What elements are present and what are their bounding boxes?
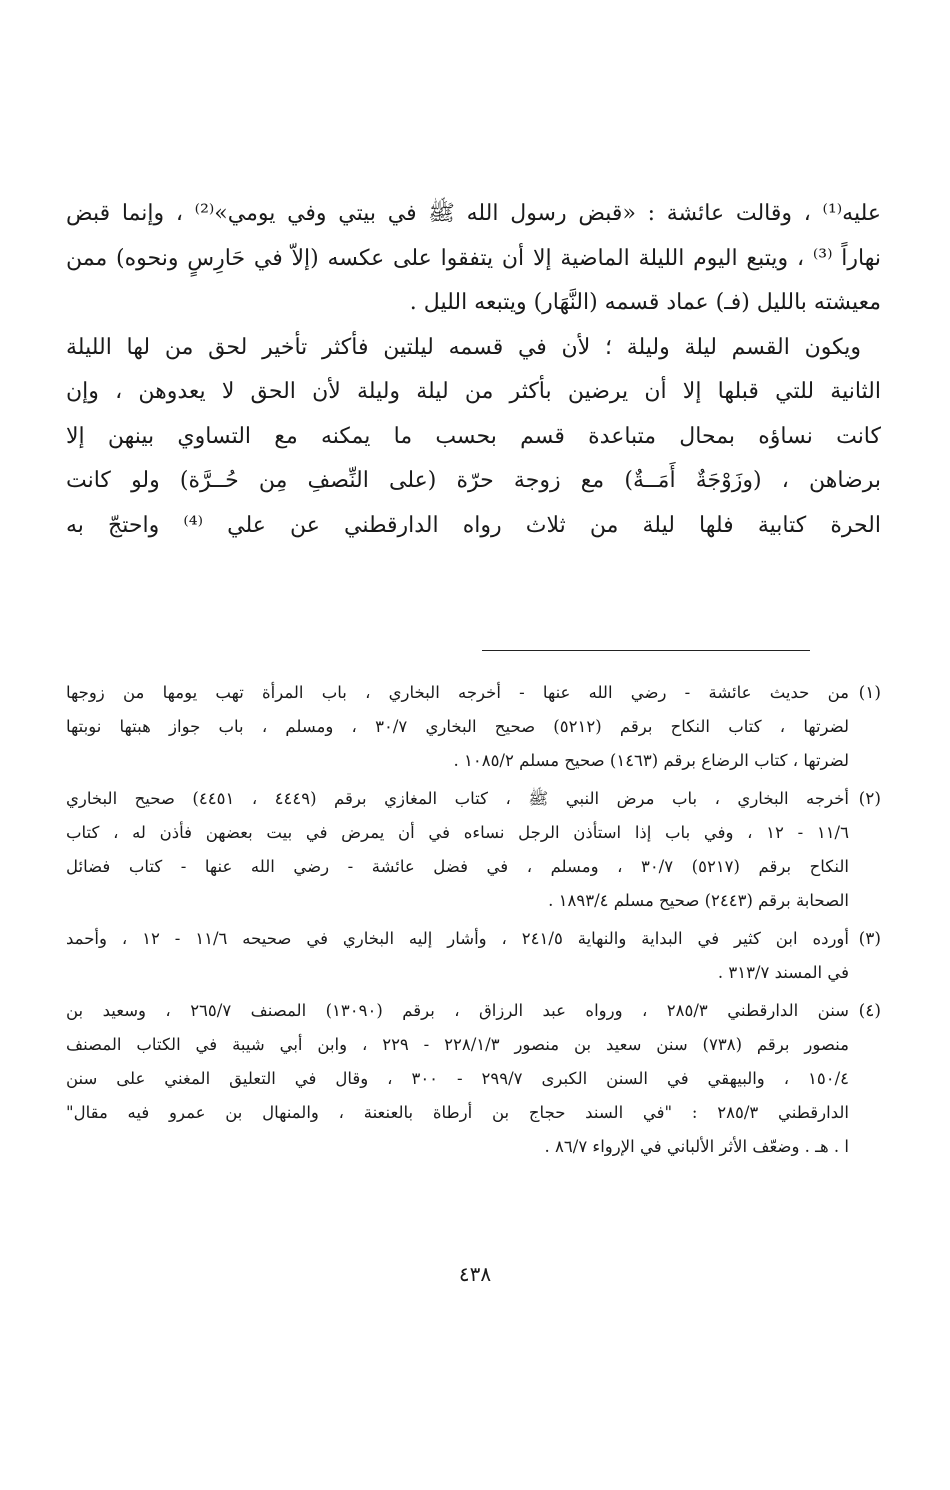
footnote-number: (٢) bbox=[858, 789, 881, 809]
footnote-1 bbox=[66, 676, 881, 778]
footnote-4 bbox=[66, 994, 881, 1164]
page-number: ٤٣٨ bbox=[458, 1262, 492, 1286]
footnote-line: النكاح برقم (٥٢١٧) ٣٠/٧ ، ومسلم ، في فضل عائشة - رضي الله عنها - كتاب فضائل bbox=[66, 857, 849, 876]
main-line-7: برضاهن ، (وزَوْجَةٌ أَمَــةٌ) مع زوجة حرّة (على النِّصفِ مِن حُــرَّة) ولو كانت bbox=[66, 468, 881, 493]
footnote-line: أخرجه البخاري ، باب مرض النبي ﷺ ، كتاب المغازي برقم (٤٤٤٩ ، ٤٤٥١) صحيح البخاري bbox=[66, 789, 849, 808]
footnote-number: (٣) bbox=[858, 929, 881, 949]
footnote-separator bbox=[482, 650, 810, 651]
footnote-number: (٤) bbox=[858, 1001, 881, 1021]
footnote-line: من حديث عائشة - رضي الله عنها - أخرجه البخاري ، باب المرأة تهب يومها من زوجها bbox=[66, 683, 849, 702]
footnote-line: ١١/٦ - ١٢ ، وفي باب إذا استأذن الرجل نساءه في أن يمرض في بيت بعضهن فأذن له ، كتاب bbox=[66, 823, 849, 842]
main-line-8: الحرة كتابية فلها ليلة من ثلاث رواه الدارقطني عن علي ⁽⁴⁾ واحتجّ به bbox=[66, 512, 881, 538]
footnote-line: في المسند ٣١٣/٧ . bbox=[717, 963, 849, 982]
footnote-line: أورده ابن كثير في البداية والنهاية ٢٤١/٥ ، وأشار إليه البخاري في صحيحه ١١/٦ - ١٢ ، وأحمد bbox=[66, 929, 849, 948]
footnote-line: لضرتها ، كتاب النكاح برقم (٥٢١٢) صحيح البخاري ٣٠/٧ ، ومسلم ، باب جواز هبتها نوبتها bbox=[66, 717, 849, 736]
footnote-2 bbox=[66, 782, 881, 918]
footnotes-block bbox=[66, 676, 881, 1168]
main-line-5: الثانية للتي قبلها إلا أن يرضين بأكثر من ليلة وليلة لأن الحق لا يعدوهن ، وإن bbox=[66, 379, 881, 404]
main-line-4: ويكون القسم ليلة وليلة ؛ لأن في قسمه ليلتين فأكثر تأخير لحق من لها الليلة bbox=[66, 334, 861, 360]
footnote-line: الصحابة برقم (٢٤٤٣) صحيح مسلم ١٨٩٣/٤ . bbox=[548, 891, 849, 910]
footnote-line: ١٥٠/٤ ، والبيهقي في السنن الكبرى ٢٩٩/٧ - ٣٠٠ ، وقال في التعليق المغني على سنن bbox=[66, 1069, 849, 1088]
footnote-line: سنن الدارقطني ٢٨٥/٣ ، ورواه عبد الرزاق ، برقم (١٣٠٩٠) المصنف ٢٦٥/٧ ، وسعيد بن bbox=[66, 1001, 849, 1020]
footnote-number: (١) bbox=[858, 683, 881, 703]
footnote-line: الدارقطني ٢٨٥/٣ : "في السند حجاج بن أرطاة بالعنعنة ، والمنهال بن عمرو فيه مقال" bbox=[66, 1103, 849, 1122]
main-text-block bbox=[66, 192, 881, 548]
footnote-3 bbox=[66, 922, 881, 990]
footnote-line: لضرتها ، كتاب الرضاع برقم (١٤٦٣) صحيح مسلم ١٠٨٥/٢ . bbox=[453, 751, 849, 770]
footnote-line: منصور برقم (٧٣٨) سنن سعيد بن منصور ٢٢٨/١/٣ - ٢٢٩ ، وابن أبي شيبة في الكتاب المصنف bbox=[66, 1035, 849, 1054]
main-line-1: عليه⁽¹⁾ ، وقالت عائشة : «قبض رسول الله ﷺ في بيتي وفي يومي»⁽²⁾ ، وإنما قبض bbox=[66, 201, 881, 226]
footnote-line: ا . هـ . وضعّف الأثر الألباني في الإرواء ٨٦/٧ . bbox=[544, 1137, 849, 1156]
main-line-2: نهاراً ⁽³⁾ ، ويتبع اليوم الليلة الماضية إلا أن يتفقوا على عكسه (إلاّ في حَارِسٍ ونحوه) ممن bbox=[66, 245, 881, 271]
main-line-6: كانت نساؤه بمحال متباعدة قسم بحسب ما يمكنه مع التساوي بينهن إلا bbox=[66, 423, 881, 449]
main-line-3: معيشته بالليل (فـ) عماد قسمه (النَّهَار) ويتبعه الليل . bbox=[409, 290, 881, 315]
